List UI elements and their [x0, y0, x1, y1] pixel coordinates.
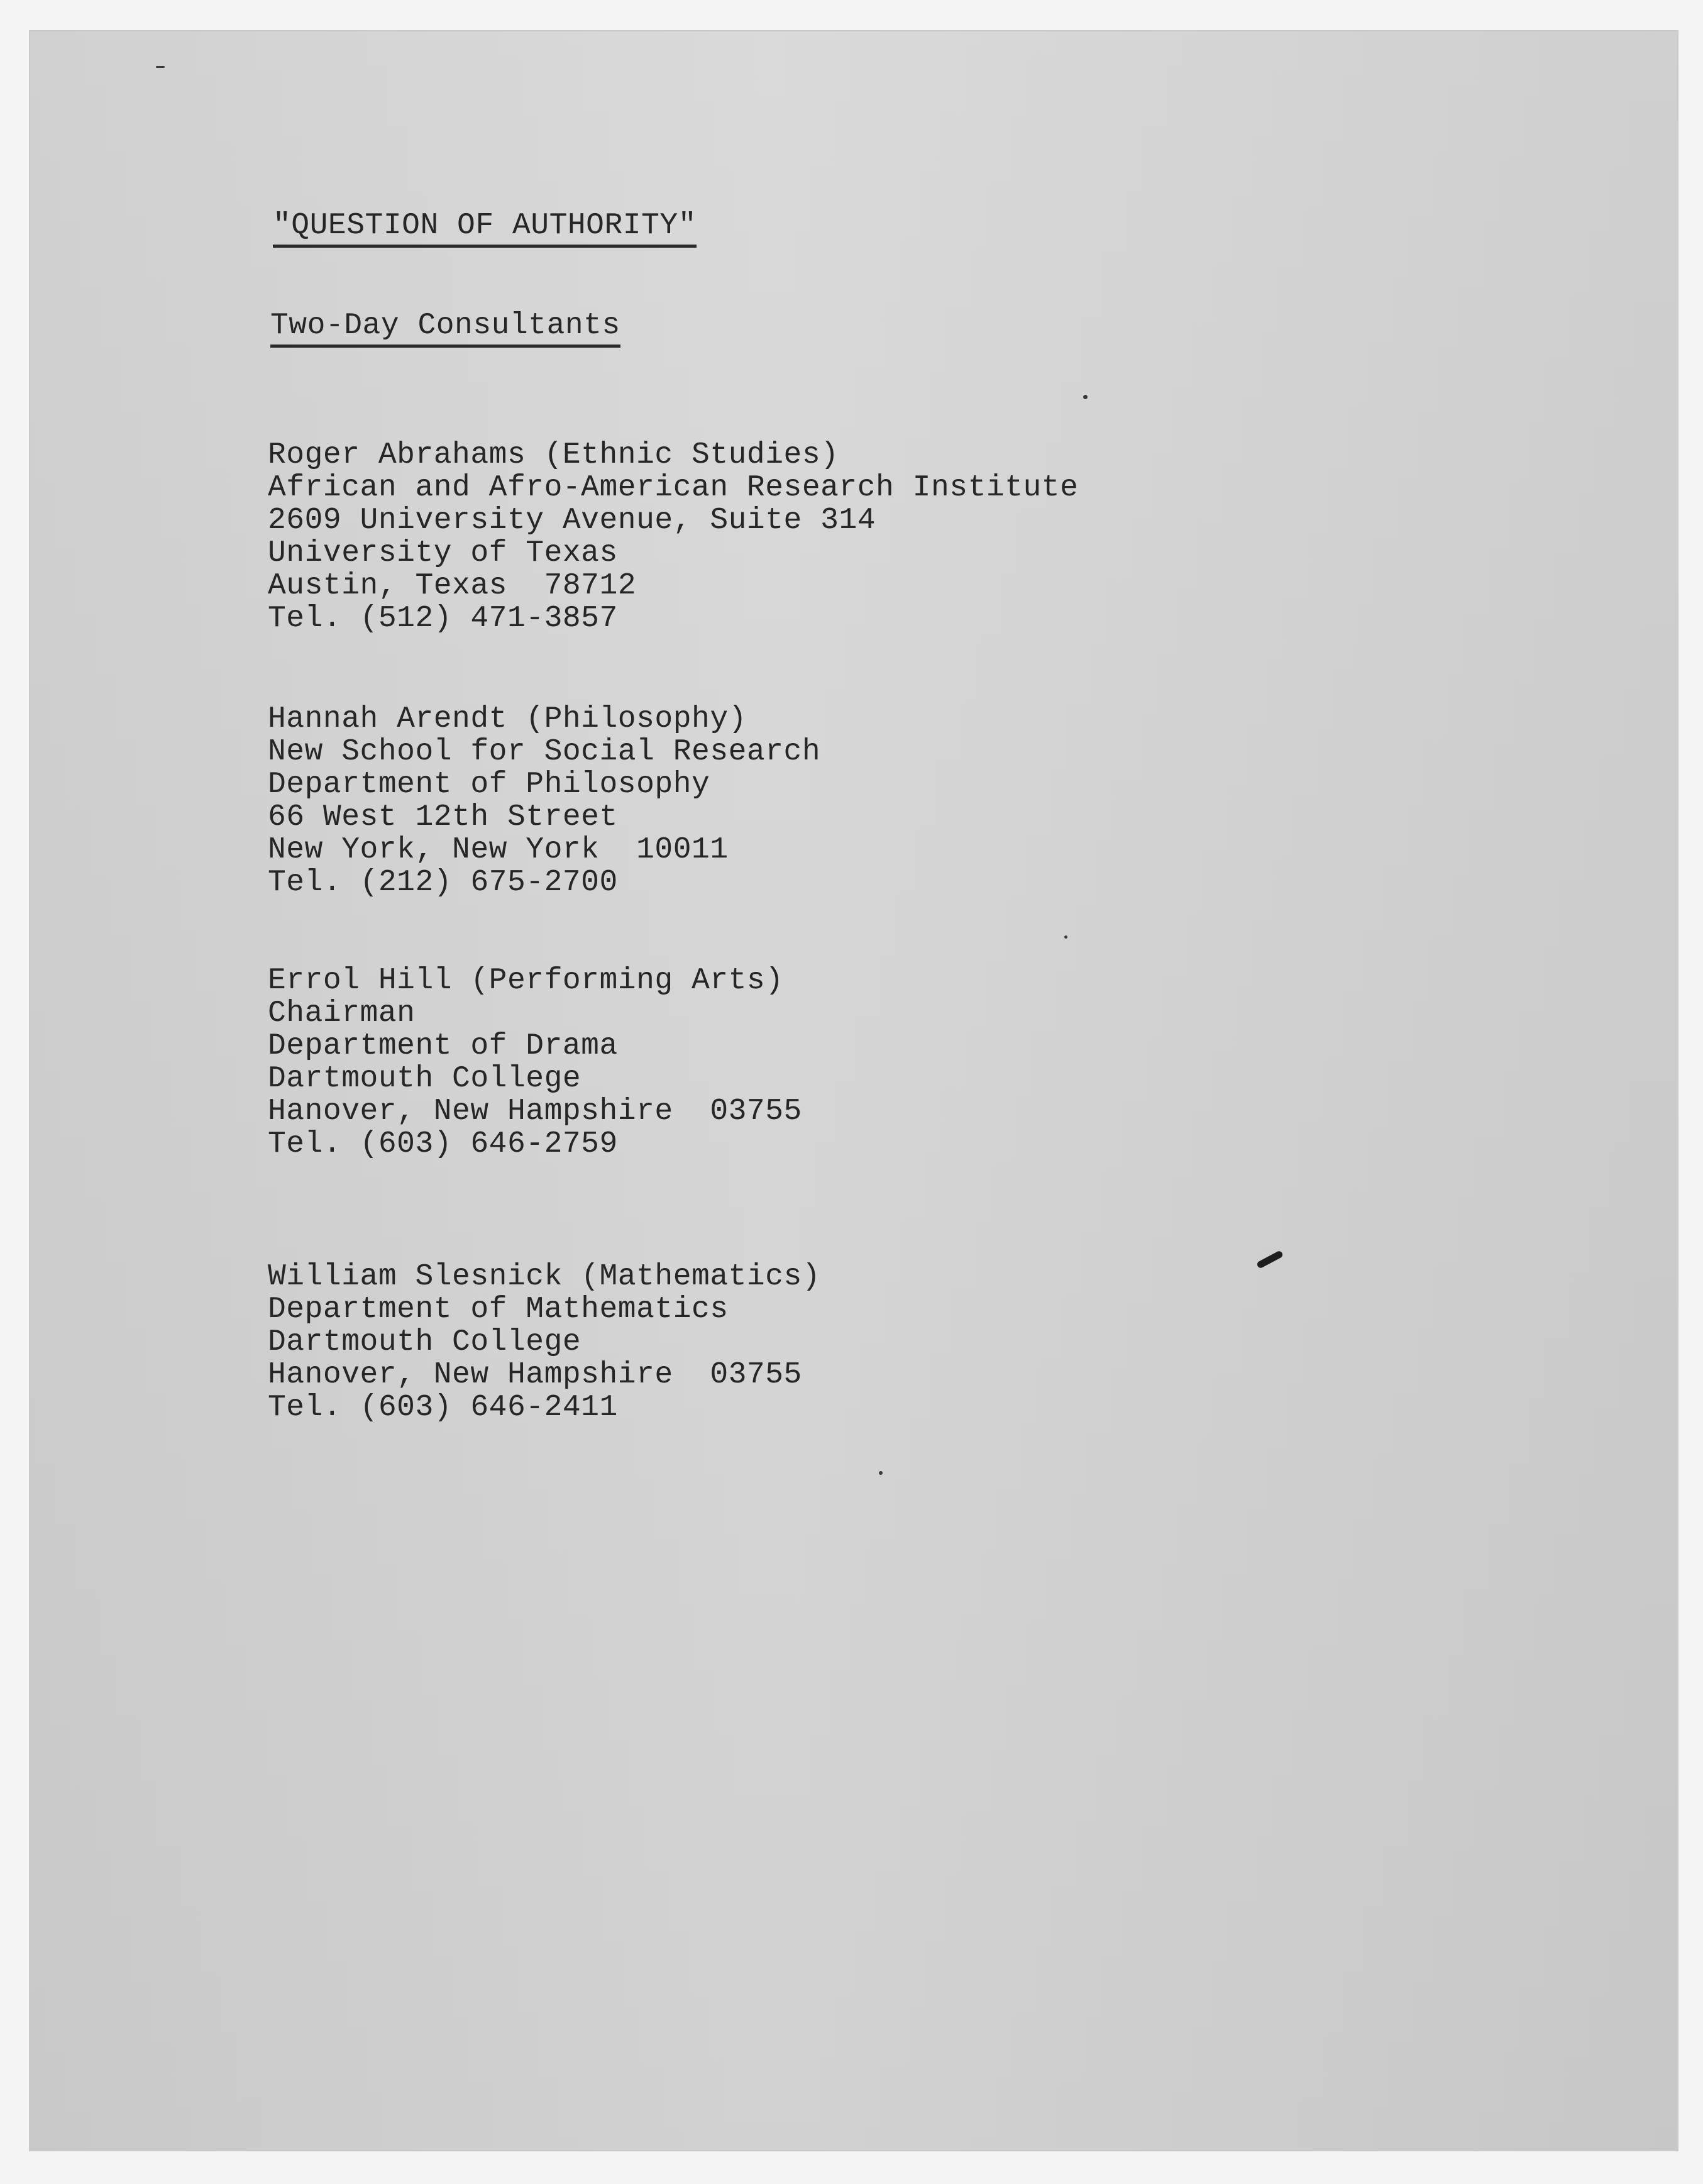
- telephone-line: Tel. (603) 646-2759: [268, 1127, 618, 1161]
- paper-speck: [1064, 935, 1067, 939]
- stray-pen-mark: [1256, 1250, 1284, 1269]
- paper-speck: [1083, 395, 1088, 399]
- document-page: [30, 31, 1677, 2150]
- consultant-name: William Slesnick (Mathematics): [268, 1260, 821, 1294]
- address-line: 66 West 12th Street: [268, 800, 618, 834]
- address-line: Department of Philosophy: [268, 768, 710, 802]
- document-title: "QUESTION OF AUTHORITY": [273, 209, 697, 248]
- consultant-name: Errol Hill (Performing Arts): [268, 964, 784, 998]
- telephone-line: Tel. (212) 675-2700: [268, 866, 618, 900]
- address-line: Department of Mathematics: [268, 1293, 729, 1326]
- consultant-entry-hill: [268, 964, 802, 1161]
- address-line: Dartmouth College: [268, 1062, 581, 1096]
- telephone-line: Tel. (512) 471-3857: [268, 602, 618, 636]
- address-line: 2609 University Avenue, Suite 314: [268, 504, 876, 538]
- address-line: Hanover, New Hampshire 03755: [268, 1358, 802, 1392]
- address-line: African and Afro-American Research Institute: [268, 471, 1079, 505]
- address-line: Austin, Texas 78712: [268, 569, 637, 603]
- paper-speck: [879, 1471, 883, 1475]
- consultant-name: Roger Abrahams (Ethnic Studies): [268, 438, 839, 472]
- consultant-entry-arendt: [268, 703, 820, 899]
- title-line: Chairman: [268, 996, 416, 1030]
- paper-speck: [156, 66, 165, 68]
- consultant-entry-abrahams: [268, 439, 1078, 635]
- section-heading: Two-Day Consultants: [270, 309, 620, 348]
- address-line: University of Texas: [268, 536, 618, 570]
- address-line: Hanover, New Hampshire 03755: [268, 1095, 802, 1128]
- consultant-name: Hannah Arendt (Philosophy): [268, 702, 747, 736]
- telephone-line: Tel. (603) 646-2411: [268, 1391, 618, 1425]
- address-line: New York, New York 10011: [268, 833, 729, 867]
- address-line: Dartmouth College: [268, 1325, 581, 1359]
- address-line: Department of Drama: [268, 1029, 618, 1063]
- address-line: New School for Social Research: [268, 735, 821, 769]
- consultant-entry-slesnick: [268, 1260, 820, 1424]
